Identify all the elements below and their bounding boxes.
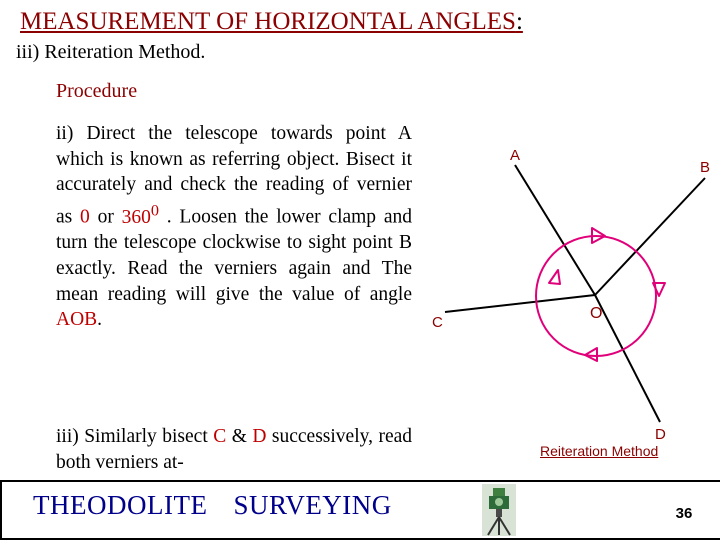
point-c: C <box>213 426 227 447</box>
footer-word-surveying: SURVEYING <box>233 490 392 520</box>
reading-360-value: 360 <box>121 206 151 228</box>
footer-word-theodolite: THEODOLITE <box>33 490 208 520</box>
label-o: O <box>590 305 603 322</box>
title-text: MEASUREMENT OF HORIZONTAL ANGLES <box>20 8 516 35</box>
degree-superscript: 0 <box>150 201 159 220</box>
reading-zero: 0 <box>80 206 90 228</box>
procedure-step-2 <box>56 121 412 333</box>
arrow-left <box>549 270 560 284</box>
label-b: B <box>700 159 710 176</box>
step-2-end: . <box>97 309 103 331</box>
step-3-text-a: iii) Similarly bisect <box>56 426 214 447</box>
label-c: C <box>432 314 443 331</box>
point-d: D <box>252 426 267 447</box>
sight-lines <box>445 165 705 422</box>
or-word: or <box>89 206 122 228</box>
line-ob <box>595 178 705 295</box>
step-2-text-b: . Loosen the lower clamp and turn the telescope clockwise to sight point B exactly. Read the verniers again and The mean reading will give the value of angle <box>56 206 412 305</box>
title-colon: : <box>515 8 523 35</box>
subtitle: iii) Reiteration Method. <box>16 41 206 63</box>
line-oc <box>445 295 595 312</box>
diagram-caption: Reiteration Method <box>540 443 659 459</box>
line-od <box>595 295 660 422</box>
step-3-text-b: successively, read both verniers at- <box>56 426 412 473</box>
procedure-heading: Procedure <box>56 80 138 102</box>
footer-title <box>33 490 392 521</box>
reading-360 <box>121 201 159 228</box>
page-number: 36 <box>675 505 693 522</box>
page-title <box>20 8 523 36</box>
label-a: A <box>510 147 521 164</box>
step-2-text-a: ii) Direct the telescope towards point A which is known as referring object. Bisect it accurately and check the reading of vernier as <box>56 123 412 228</box>
ampersand: & <box>226 426 253 447</box>
reiteration-diagram <box>420 120 710 440</box>
label-d: D <box>655 426 666 440</box>
procedure-step-3 <box>56 424 412 476</box>
point-labels <box>432 147 710 440</box>
angle-aob: AOB <box>56 309 98 331</box>
theodolite-icon <box>482 484 516 536</box>
arrow-bottom <box>585 348 597 361</box>
